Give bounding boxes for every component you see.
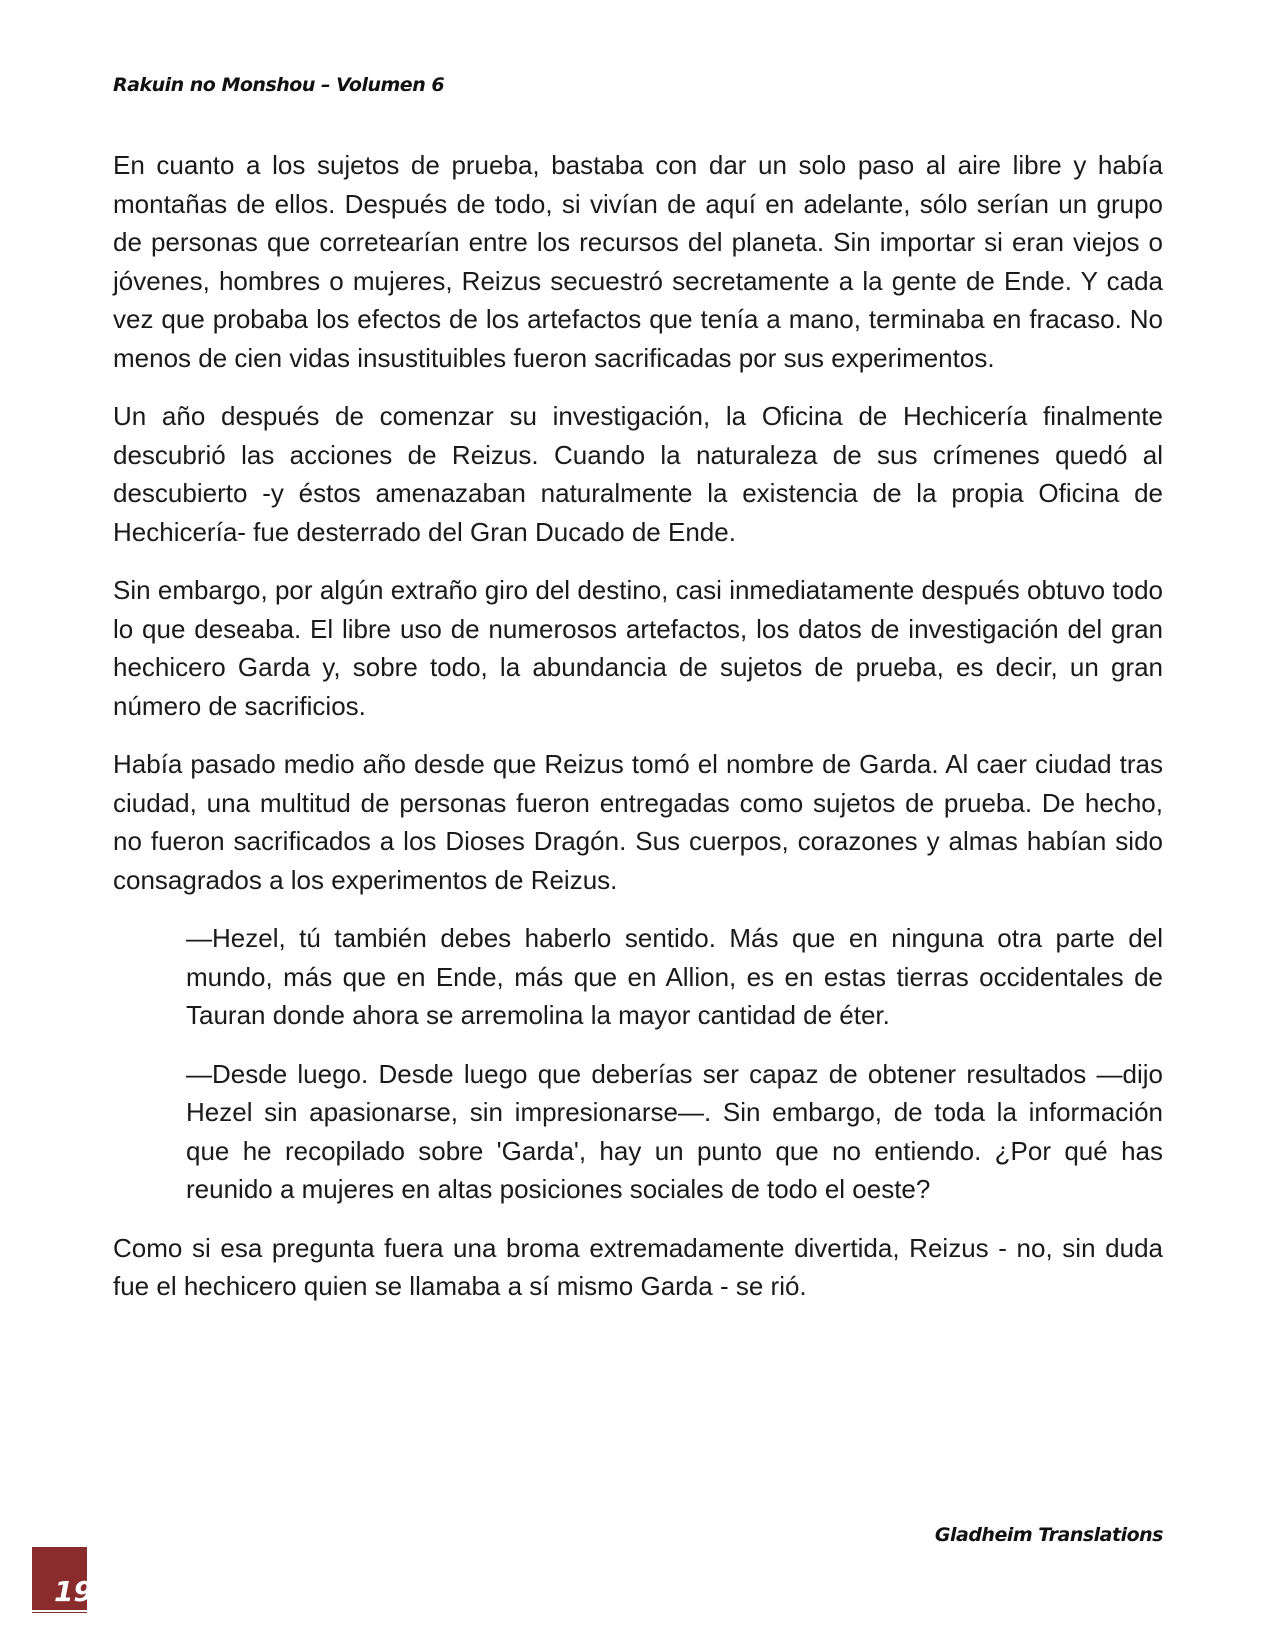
footer-credit: Gladheim Translations [934, 1524, 1163, 1546]
page-number: 19 [54, 1575, 93, 1608]
paragraph: Un año después de comenzar su investigación, la Oficina de Hechicería finalmente descubrió las acciones de Reizus. Cuando la naturaleza de sus crímenes quedó al descubierto -y éstos amenazaban naturalmente la existencia de la propia Oficina de Hechicería- fue desterrado del Gran Ducado de Ende. [113, 401, 1163, 547]
running-header: Rakuin no Monshou – Volumen 6 [113, 74, 445, 96]
body-text [113, 146, 1163, 1326]
dialogue-paragraph: —Hezel, tú también debes haberlo sentido. Más que en ninguna otra parte del mundo, más que en Ende, más que en Allion, es en estas tierras occidentales de Tauran donde ahora se arremolina la mayor cantidad de éter. [186, 923, 1163, 1030]
paragraph: En cuanto a los sujetos de prueba, bastaba con dar un solo paso al aire libre y había montañas de ellos. Después de todo, si vivían de aquí en adelante, sólo serían un grupo de personas que corretearían entre los recursos del planeta. Sin importar si eran viejos o jóvenes, hombres o mujeres, Reizus secuestró secretamente a la gente de Ende. Y cada vez que probaba los efectos de los artefactos que tenía a mano, terminaba en fracaso. No menos de cien vidas insustituibles fueron sacrificadas por sus experimentos. [113, 150, 1163, 373]
paragraph: Como si esa pregunta fuera una broma extremadamente divertida, Reizus - no, sin duda fue el hechicero quien se llamaba a sí mismo Garda - se rió. [113, 1232, 1163, 1301]
paragraph: Había pasado medio año desde que Reizus tomó el nombre de Garda. Al caer ciudad tras ciudad, una multitud de personas fueron entregadas como sujetos de prueba. De hecho, no fueron sacrificados a los Dioses Dragón. Sus cuerpos, corazones y almas habían sido consagrados a los experimentos de Reizus. [113, 749, 1163, 895]
dialogue-paragraph: —Desde luego. Desde luego que deberías ser capaz de obtener resultados —dijo Hezel sin apasionarse, sin impresionarse—. Sin embargo, de toda la información que he recopilado sobre 'Garda', hay un punto que no entiendo. ¿Por qué has reunido a mujeres en altas posiciones sociales de todo el oeste? [186, 1058, 1163, 1204]
page-number-underline [32, 1610, 87, 1612]
page-number-badge [32, 1547, 93, 1613]
paragraph: Sin embargo, por algún extraño giro del destino, casi inmediatamente después obtuvo todo lo que deseaba. El libre uso de numerosos artefactos, los datos de investigación del gran hechicero Garda y, sobre todo, la abundancia de sujetos de prueba, es decir, un gran número de sacrificios. [113, 575, 1163, 721]
